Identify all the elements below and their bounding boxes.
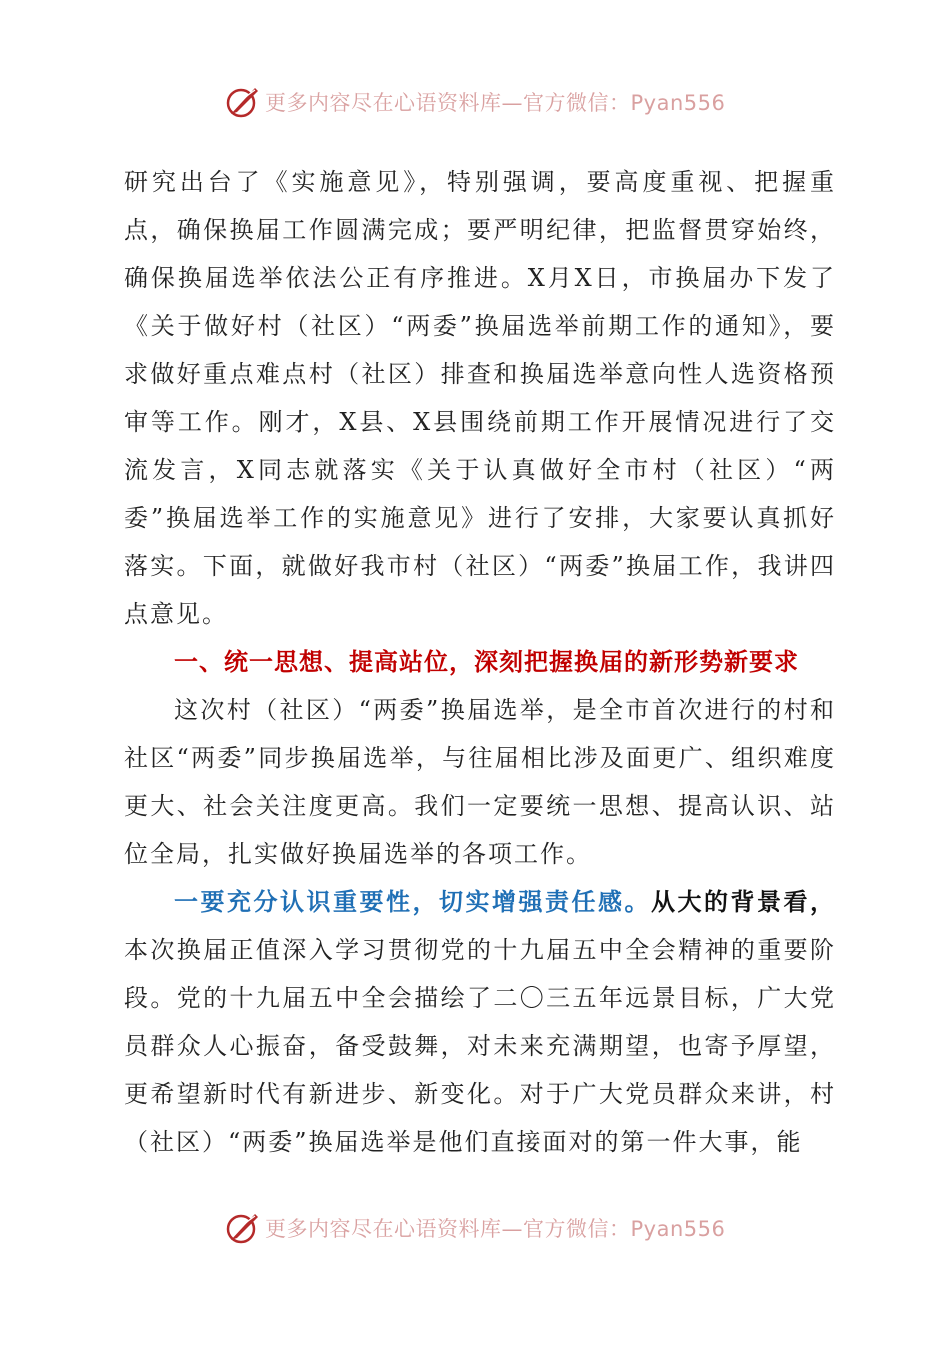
paragraph: 研究出台了《实施意见》，特别强调，要高度重视、把握重点，确保换届工作圆满完成；要严明纪律，把监督贯穿始终，确保换届选举依法公正有序推进。X月X日，市换届办下发了《关于做好村（社区）“两委”换届选举前期工作的通知》，要求做好重点难点村（社区）排查和换届选举意向性人选资格预审等工作。刚才，X县、X县围绕前期工作开展情况进行了交流发言，X同志就落实《关于认真做好全市村（社区）“两委”换届选举工作的实施意见》进行了安排，大家要认真抓好落实。下面，就做好我市村（社区）“两委”换届工作，我讲四点意见。: [124, 168, 836, 628]
bold-lead-text: 从大的背景看，: [651, 887, 836, 916]
paragraph-text: 本次换届正值深入学习贯彻党的十九届五中全会精神的重要阶段。党的十九届五中全会描绘了二〇三五年远景目标，广大党员群众人心振奋，备受鼓舞，对未来充满期望，也寄予厚望，更希望新时代有新进步、新变化。对于广大党员群众来讲，村（社区）“两委”换届选举是他们直接面对的第一件大事，能: [124, 936, 836, 1156]
watermark-text: 更多内容尽在心语资料库—官方微信：Pyan556: [265, 1217, 726, 1241]
paragraph: 这次村（社区）“两委”换届选举，是全市首次进行的村和社区“两委”同步换届选举，与往届相比涉及面更广、组织难度更大、社会关注度更高。我们一定要统一思想、提高认识、站位全局，扎实做好换届选举的各项工作。: [124, 696, 836, 868]
watermark-text: 更多内容尽在心语资料库—官方微信：Pyan556: [265, 91, 726, 115]
section-heading: 一、统一思想、提高站位，深刻把握换届的新形势新要求: [174, 648, 799, 676]
quill-pen-icon: [225, 84, 261, 120]
paragraph: [124, 878, 836, 1166]
watermark-banner-bottom: [225, 1208, 745, 1248]
document-body: [124, 158, 836, 1166]
watermark-banner-top: [225, 82, 745, 122]
quill-pen-icon: [225, 1210, 261, 1246]
subheading: 一要充分认识重要性，切实增强责任感。: [174, 887, 651, 916]
